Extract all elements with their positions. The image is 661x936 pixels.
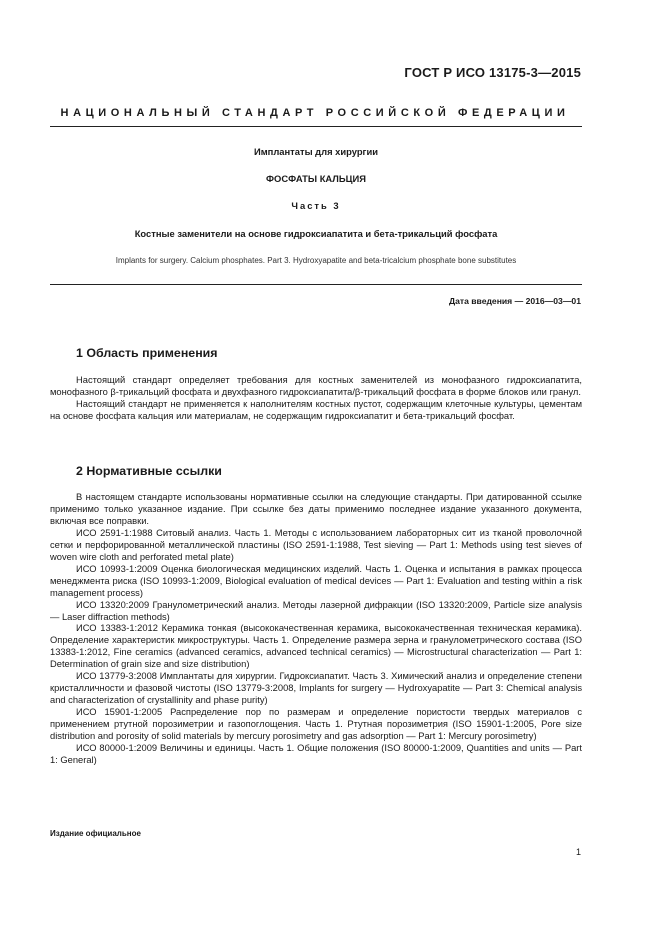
- paragraph: В настоящем стандарте использованы нормативные ссылки на следующие стандарты. При датированной ссылке применимо только указанное издание. При ссылке без даты применимо последнее издание указанного документа, включая все поправки.: [50, 492, 582, 526]
- reference-item: ИСО 10993-1:2009 Оценка биологическая медицинских изделий. Часть 1. Оценка и испытания в рамках процесса менеджмента риска (ISO 10993-1:2009, Biological evaluation of medical devices — Part 1: Evaluation and testing within a risk management process): [50, 563, 582, 598]
- introduction-date: Дата введения — 2016—03—01: [448, 296, 581, 306]
- standard-number: ГОСТ Р ИСО 13175-3—2015: [404, 65, 581, 80]
- reference-item: ИСО 2591-1:1988 Ситовый анализ. Часть 1. Методы с использованием лабораторных сит из тканой проволочной сетки и перфорированной металлической пластины (ISO 2591-1:1988, Test sieving — Part 1: Methods using test sieves of woven wire cloth and perforated metal plate): [50, 527, 582, 562]
- national-standard-header: НАЦИОНАЛЬНЫЙ СТАНДАРТ РОССИЙСКОЙ ФЕДЕРАЦИИ: [60, 107, 570, 119]
- section-body-scope: [50, 375, 582, 423]
- paragraph: Настоящий стандарт определяет требования для костных заменителей из монофазного гидроксиапатита, монофазного β-трикальций фосфата и двухфазного гидроксиапатита/β-трикальций фосфата в форме блоков или гранул.: [50, 375, 582, 397]
- document-subtitle-en: Implants for surgery. Calcium phosphates. Part 3. Hydroxyapatite and beta-tricalcium phosphate bone substitutes: [115, 256, 517, 265]
- document-title-line2: ФОСФАТЫ КАЛЬЦИЯ: [266, 173, 366, 184]
- document-subtitle-ru: Костные заменители на основе гидроксиапатита и бета-трикальций фосфата: [134, 228, 498, 239]
- reference-item: ИСО 13779-3:2008 Имплантаты для хирургии. Гидроксиапатит. Часть 3. Химический анализ и определение степени кристалличности и фазовой чистоты (ISO 13779-3:2008, Implants for surgery — Hydroxyapatite — Part 3: Chemical analysis and characterization of crystallinity and phase purity): [50, 671, 582, 706]
- reference-item: ИСО 80000-1:2009 Величины и единицы. Часть 1. Общие положения (ISO 80000-1:2009, Quantities and units — Part 1: General): [50, 743, 582, 765]
- section-body-normative-references: [50, 492, 582, 767]
- document-title-line1: Имплантаты для хирургии: [254, 146, 378, 157]
- edition-label: Издание официальное: [50, 829, 141, 838]
- document-part: Часть 3: [291, 200, 341, 211]
- paragraph: Настоящий стандарт не применяется к наполнителям костных пустот, содержащим клеточные культуры, цементам на основе фосфата кальция или материалам, не содержащим гидроксиапатит и бета-трикальций фосфат.: [50, 398, 582, 421]
- page-number: 1: [575, 847, 581, 857]
- reference-item: ИСО 15901-1:2005 Распределение пор по размерам и определение пористости твердых материалов с применением ртутной порозиметрии и газопоглощения. Часть 1. Ртутная порозиметрия (ISO 15901-1:2005, Pore size distribution and porosity of solid materials by mercury porosimetry and gas adsorption — Part 1: Mercury porosimetry): [50, 707, 582, 742]
- header-divider: [50, 126, 582, 127]
- reference-item: ИСО 13383-1:2012 Керамика тонкая (высококачественная керамика, высококачественная техническая керамика). Определение характеристик микроструктуры. Часть 1. Определение размера зерна и гранулометрического состава (ISO 13383-1:2012, Fine ceramics (advanced ceramics, advanced technical ceramics) — Microstructural characterization — Part 1: Determination of grain size and size distribution): [50, 623, 582, 670]
- title-divider: [50, 284, 582, 285]
- section-heading-normative-references: 2 Нормативные ссылки: [76, 464, 222, 478]
- reference-item: ИСО 13320:2009 Гранулометрический анализ. Методы лазерной дифракции (ISO 13320:2009, Particle size analysis — Laser diffraction methods): [50, 599, 582, 622]
- section-heading-scope: 1 Область применения: [76, 346, 218, 360]
